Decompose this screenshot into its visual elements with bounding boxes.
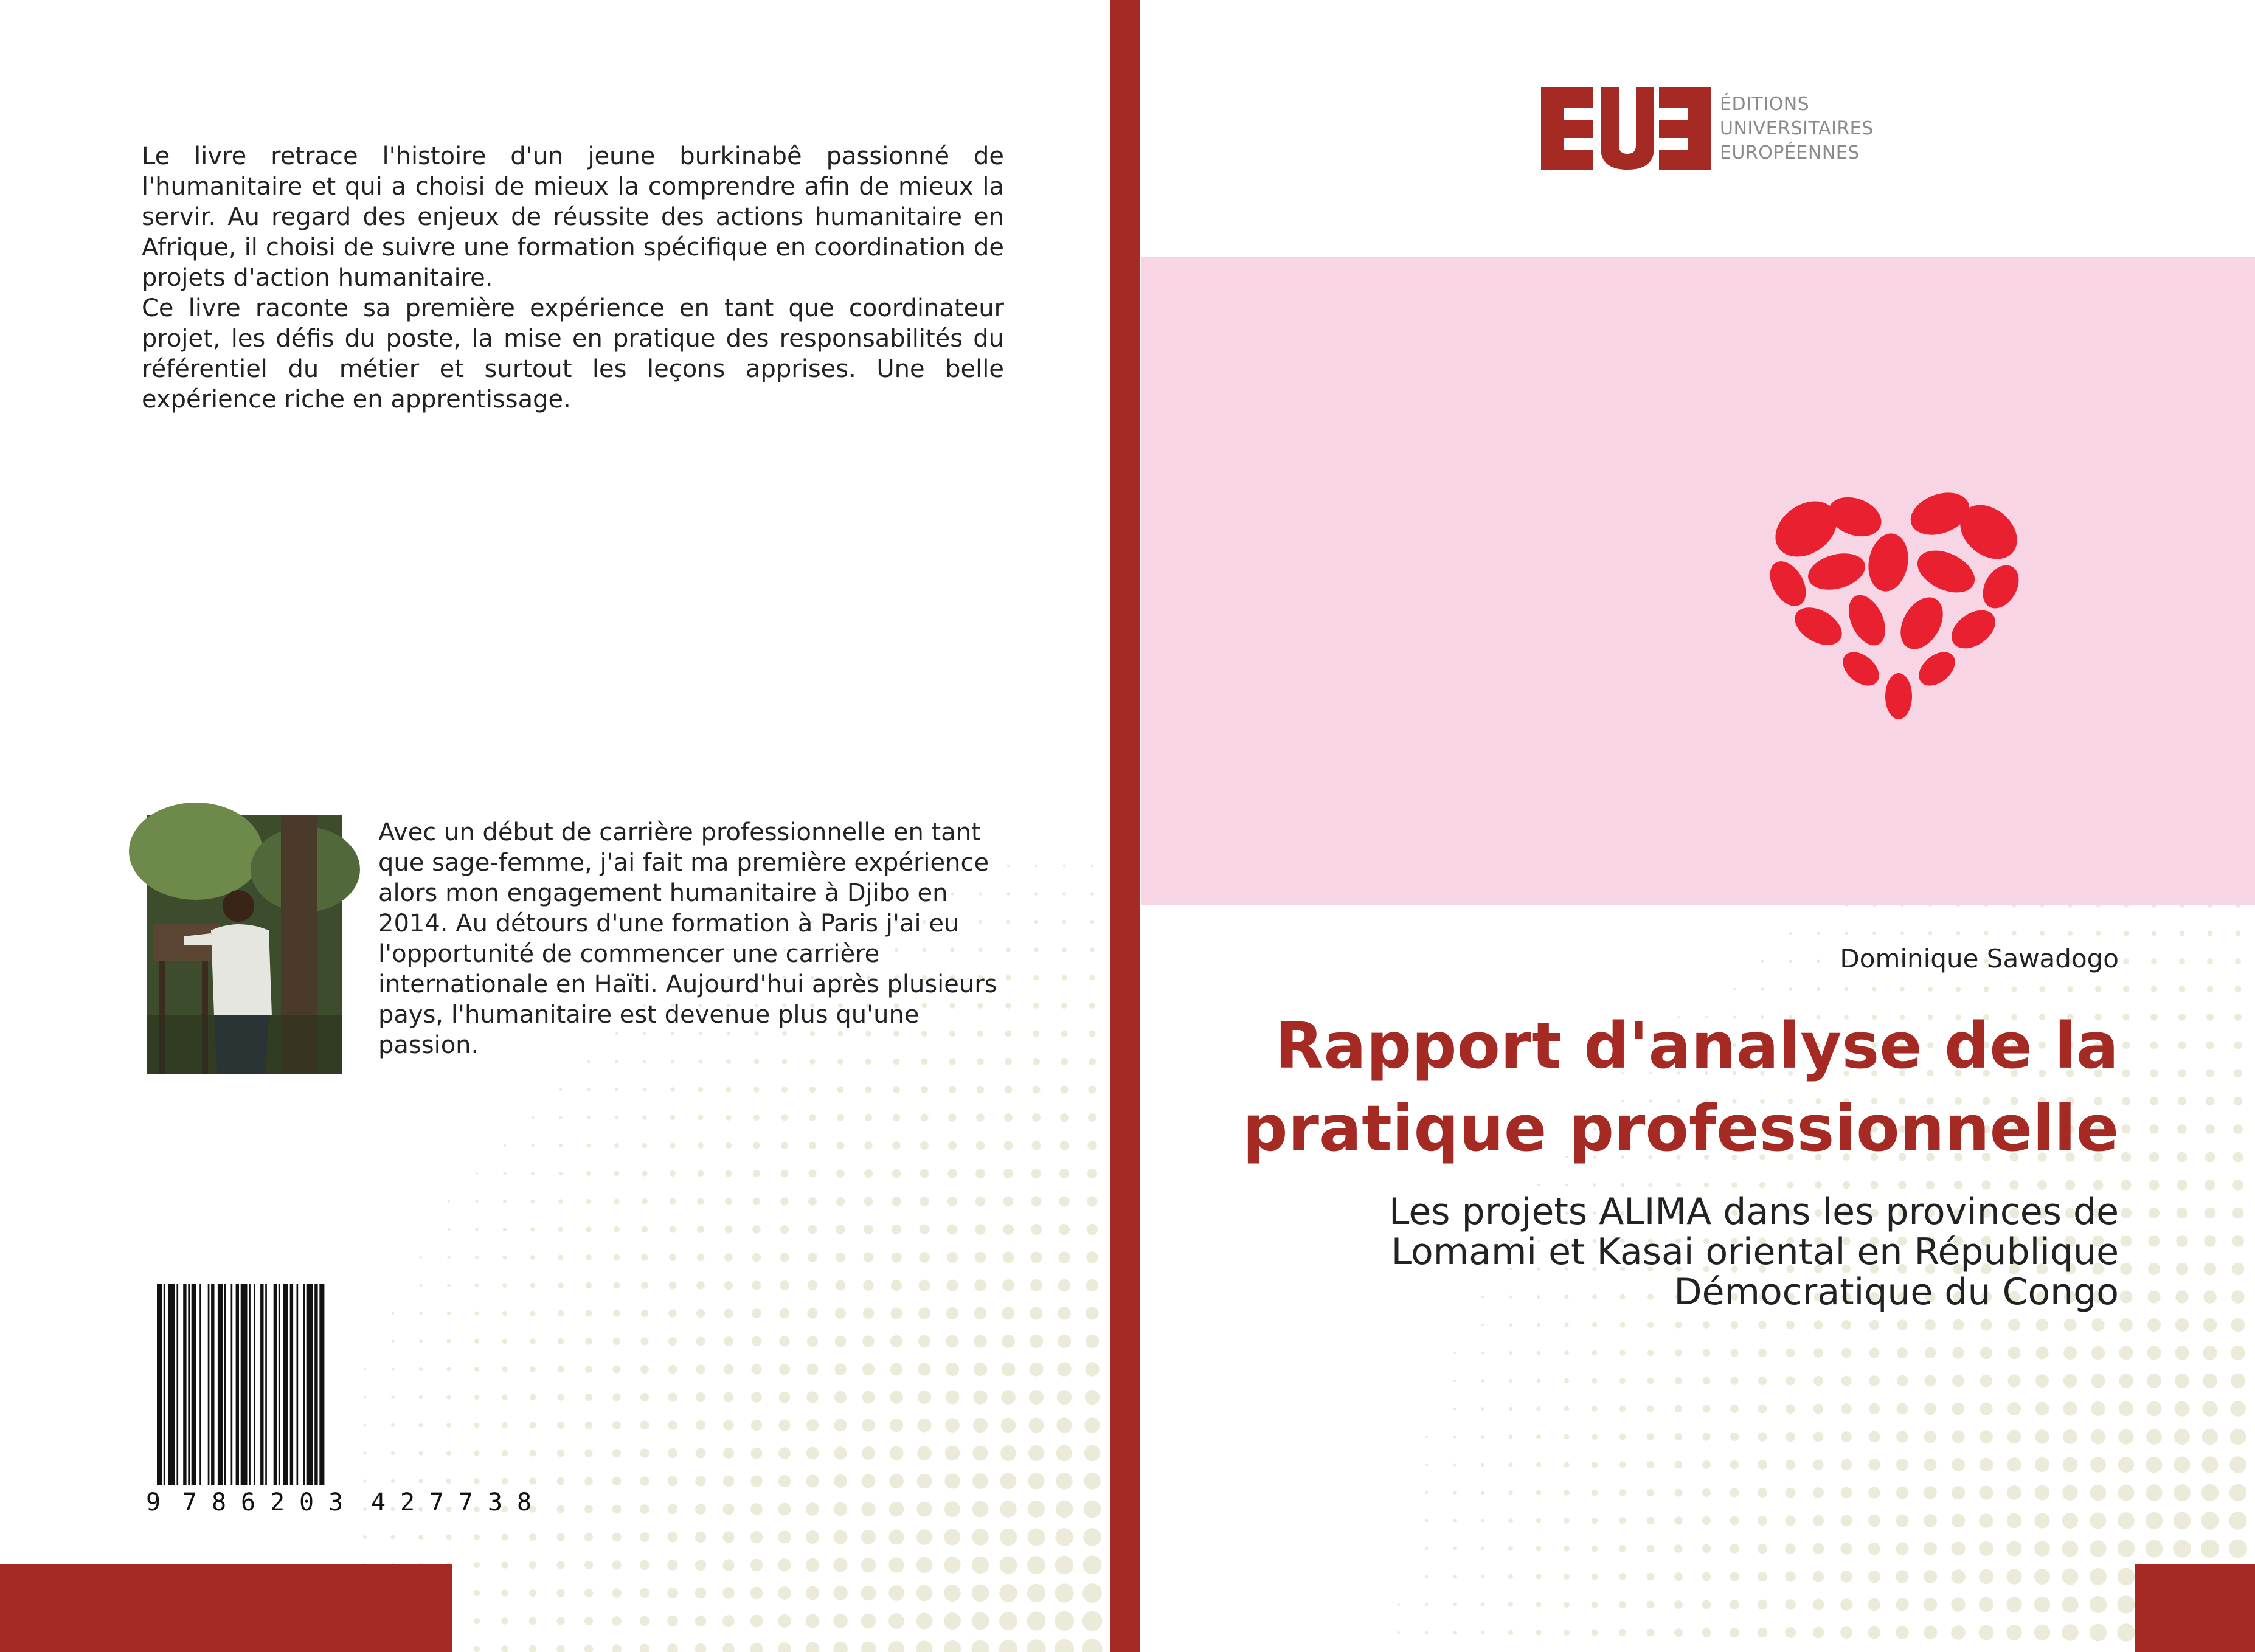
barcode-digit: 2 (400, 1488, 415, 1516)
barcode-digit: 7 (459, 1488, 474, 1516)
book-subtitle: Les projets ALIMA dans les provinces de Lomami et Kasai oriental en République Démocratique du Congo (1389, 1191, 2119, 1313)
cover-author: Dominique Sawadogo (1840, 944, 2119, 973)
publisher-line-3: EUROPÉENNES (1720, 142, 1860, 164)
barcode-digit: 2 (270, 1488, 285, 1516)
barcode-digit: 8 (212, 1488, 227, 1516)
author-photo (147, 815, 342, 1074)
front-cover-red-bar (2135, 1564, 2255, 1652)
barcode-digit: 8 (517, 1488, 532, 1516)
barcode-digit: 3 (328, 1488, 344, 1516)
barcode-digit: 6 (241, 1488, 256, 1516)
back-cover-description (142, 141, 1004, 415)
barcode-digit: 7 (429, 1488, 445, 1516)
barcode-digit: 0 (299, 1488, 314, 1516)
heart-of-drops-illustration (1764, 480, 2031, 724)
publisher-name (1720, 92, 1874, 165)
publisher-line-1: ÉDITIONS (1720, 94, 1810, 115)
barcode-digit: 3 (488, 1488, 503, 1516)
book-title: Rapport d'analyse de la pratique professionnelle (1242, 1009, 2119, 1166)
book-spine (1110, 0, 1140, 1652)
author-bio: Avec un début de carrière professionnelle en tant que sage-femme, j'ai fait ma première expérience alors mon engagement humanitaire à Djibo en 2014. Au détours d'une formation à Paris j'ai eu l'opportunité de commencer une carrière internationale en Haïti. Aujourd'hui après plusieurs pays, l'humanitaire est devenue plus qu'une passion. (378, 818, 997, 1059)
barcode-digit: 9 (146, 1488, 161, 1516)
cover-pink-panel (1141, 257, 2255, 905)
publisher-line-2: UNIVERSITAIRES (1720, 118, 1874, 139)
barcode-digit: 4 (371, 1488, 386, 1516)
isbn-barcode (146, 1284, 532, 1516)
barcode-digit: 7 (182, 1488, 198, 1516)
description-paragraph-2: Ce livre raconte sa première expérience en tant que coordinateur projet, les défis du poste, la mise en pratique des responsabilités du référentiel du métier et surtout les leçons apprises. Une belle expérience riche en apprentissage. (142, 294, 1004, 413)
back-cover-red-bar (0, 1564, 452, 1652)
description-paragraph-1: Le livre retrace l'histoire d'un jeune burkinabê passionné de l'humanitaire et qui a choisi de mieux la comprendre afin de mieux la servir. Au regard des enjeux de réussite des actions humanitaire en Afrique, il choisi de suivre une formation spécifique en coordination de projets d'action humanitaire. (142, 142, 1004, 292)
